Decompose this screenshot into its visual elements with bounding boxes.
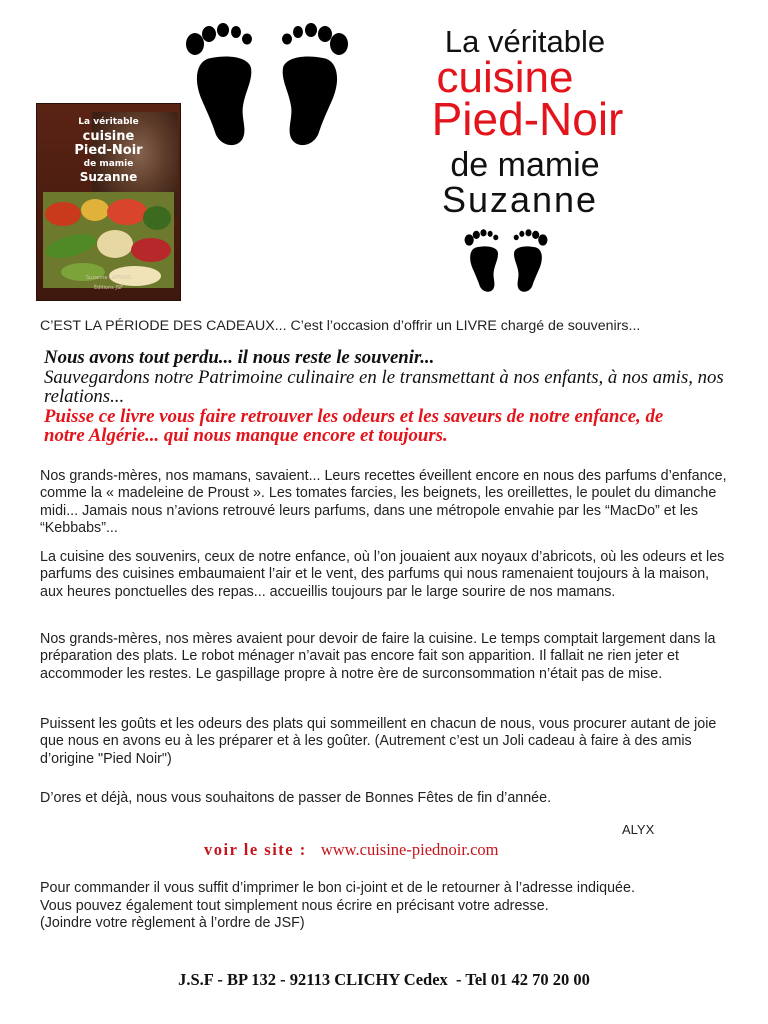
book-cover-author: Suzanne LAFFANS [86,275,131,281]
intro-line: C’EST LA PÉRIODE DES CADEAUX... C’est l’occasion d’offrir un LIVRE chargé de souvenirs... [40,318,641,334]
title-cuisine: cuisine [436,53,574,102]
title-line-1: La véritable [444,24,606,59]
feet-small-icon [462,226,550,298]
title-suzanne: Suzanne [441,179,599,220]
order-line-1: Pour commander il vous suffit d’imprimer le bon ci-joint et de le retourner à l’adresse indiquée. [40,880,635,896]
paragraph-5: D’ores et déjà, nous vous souhaitons de passer de Bonnes Fêtes de fin d’année. [40,790,552,806]
quote-normal: Sauvegardons notre Patrimoine culinaire en le transmettant à nos enfants, à nos amis, nos relations... [44,366,724,407]
paragraph-4: Puissent les goûts et les odeurs des plats qui sommeillent en chacun de nous, vous procurer autant de joie que nous en avons eu à les préparer et à les goûter. (Autrement c’est un Joli cadeau à faire à des amis d’origine "Pied Noir") [40,716,717,767]
site-line [204,840,499,860]
quote-bold: Nous avons tout perdu... il nous reste le souvenir... [44,347,435,368]
site-label: voir le site : [204,840,307,859]
book-cover-line-1: La véritable [78,117,139,127]
book-cover-line-4: de mamie [83,159,134,169]
paragraph-1: Nos grands-mères, nos mamans, savaient... Leurs recettes éveillent encore en nous des parfums d’enfance, comme la « madeleine de Proust ». Les tomates farcies, les beignets, les oreillettes, le poulet du dimanche midi... Jamais nous n’avions retrouvé leurs parfums, dans une métropole envahie par les “MacDo” et les “Kebbabs”... [40,468,727,536]
book-cover-image [37,104,180,300]
book-cover-line-3: Pied-Noir [74,143,143,158]
title-pied-noir: Pied-Noir [431,93,624,145]
footer-address: J.S.F - BP 132 - 92113 CLICHY Cedex - Tel 01 42 70 20 00 [178,970,590,989]
quote-block [44,348,734,446]
order-info [40,880,740,933]
book-cover-line-5: Suzanne [79,170,138,184]
paragraph-2: La cuisine des souvenirs, ceux de notre enfance, où l’on jouaient aux noyaux d’abricots, où les odeurs et les parfums des cuisines embaumaient l’air et le vent, des parfums qui nous ramenaient toujours à la maison, aux heures ponctuelles des repas... accueillis toujours par le large sourire de nos mamans. [40,549,725,600]
feet-large-icon [181,20,353,154]
paragraph-3: Nos grands-mères, nos mères avaient pour devoir de faire la cuisine. Le temps comptait largement dans la préparation des plats. Le robot ménager n’avait pas encore fait son apparition. Il fallait ne rien jeter et accommoder les restes. Le gaspillage propre à notre ère de surconsommation n’était pas de mise. [40,631,716,682]
title-de-mamie: de mamie [450,146,600,184]
order-line-2: Vous pouvez également tout simplement nous écrire en précisant votre adresse. [40,897,549,914]
order-line-3: (Joindre votre règlement à l’ordre de JSF) [40,915,305,932]
site-url-link[interactable]: www.cuisine-piednoir.com [320,840,499,859]
book-cover-line-2: cuisine [82,129,135,144]
quote-red: Puisse ce livre vous faire retrouver les odeurs et les saveurs de notre enfance, de notre Algérie... qui nous manque encore et toujours. [44,405,664,446]
book-cover-publisher: Éditions JSF [93,285,124,291]
book-cover-vegetables [43,192,174,288]
signature: ALYX [622,822,655,837]
